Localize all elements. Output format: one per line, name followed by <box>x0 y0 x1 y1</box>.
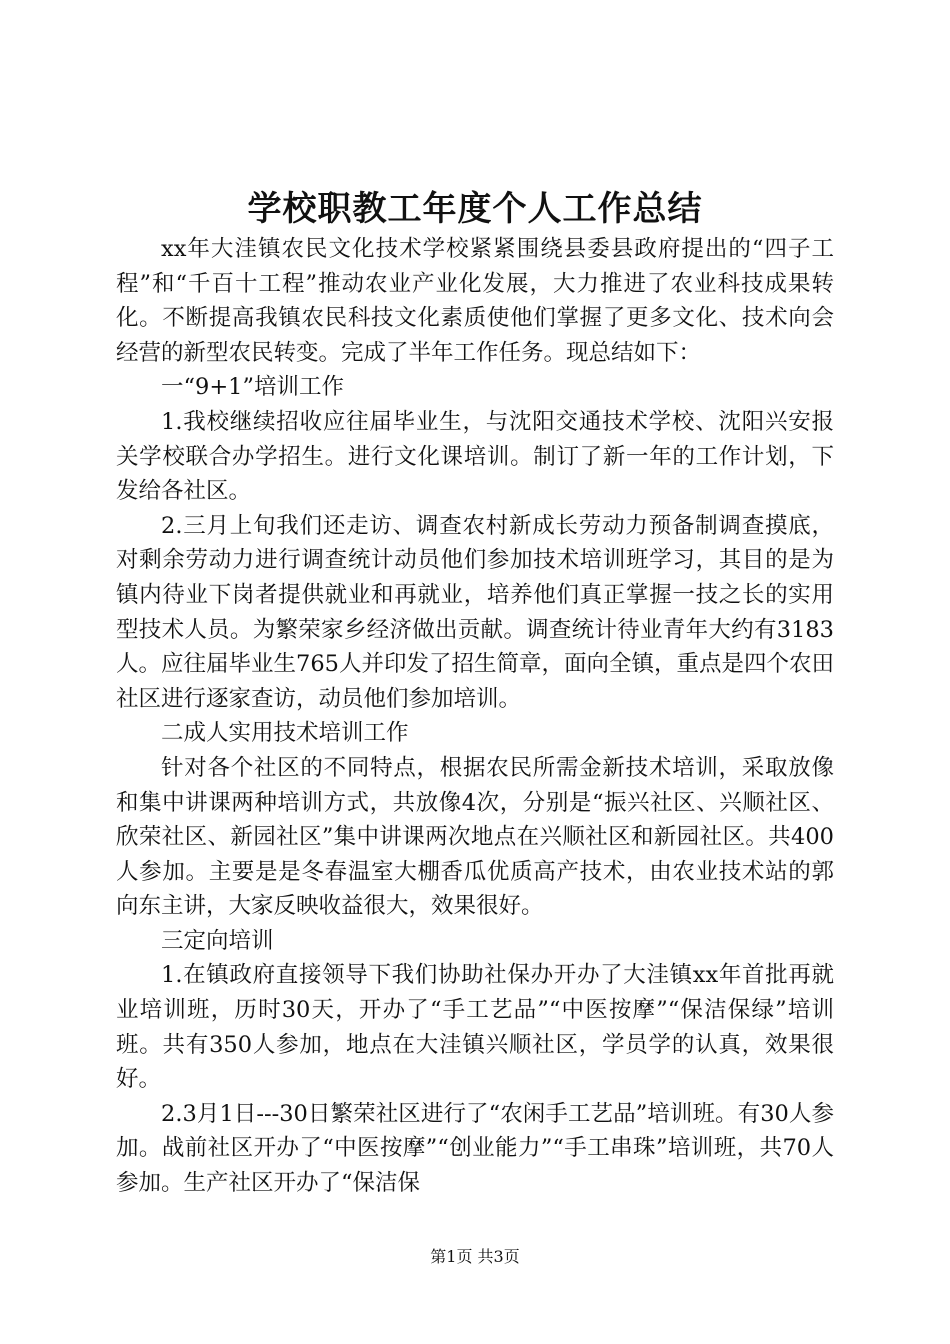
section-heading-2: 二成人实用技术培训工作 <box>161 720 409 747</box>
paragraph-intro: xx年大洼镇农民文化技术学校紧紧围绕县委县政府提出的“四子工程”和“千百十工程”推动农业产业化发展，大力推进了农业科技成果转化。不断提高我镇农民科技文化素质使他们掌握了更多文化、技术向会经营的新型农民转变。完成了半年工作任务。现总结如下： <box>116 236 834 366</box>
document-title: 学校职教工年度个人工作总结 <box>247 189 703 229</box>
paragraph-1-1: 1.我校继续招收应往届毕业生，与沈阳交通技术学校、沈阳兴安报关学校联合办学招生。进行文化课培训。制订了新一年的工作计划，下发给各社区。 <box>116 408 834 505</box>
paragraph-1-2: 2.三月上旬我们还走访、调查农村新成长劳动力预备制调查摸底，对剩余劳动力进行调查统计动员他们参加技术培训班学习，其目的是为镇内待业下岗者提供就业和再就业，培养他们真正掌握一技之长的实用型技术人员。为繁荣家乡经济做出贡献。调查统计待业青年大约有3183人。应往届毕业生765人并印发了招生简章，面向全镇，重点是四个农田社区进行逐家查访，动员他们参加培训。 <box>116 512 834 712</box>
section-heading-3: 三定向培训 <box>161 927 274 954</box>
document-body <box>116 232 834 1201</box>
paragraph-3-2: 2.3月1日---30日繁荣社区进行了“农闲手工艺品”培训班。有30人参加。战前社区开办了“中医按摩”“创业能力”“手工串珠”培训班，共70人参加。生产社区开办了“保洁保 <box>116 1100 834 1197</box>
paragraph-3-1: 1.在镇政府直接领导下我们协助社保办开办了大洼镇xx年首批再就业培训班，历时30天，开办了“手工艺品”“中医按摩”“保洁保绿”培训班。共有350人参加，地点在大洼镇兴顺社区，学员学的认真，效果很好。 <box>116 962 834 1093</box>
paragraph-2: 针对各个社区的不同特点，根据农民所需金新技术培训，采取放像和集中讲课两种培训方式，共放像4次，分别是“振兴社区、兴顺社区、欣荣社区、新园社区”集中讲课两次地点在兴顺社区和新园社区。共400人参加。主要是是冬春温室大棚香瓜优质高产技术，由农业技术站的郭向东主讲，大家反映收益很大，效果很好。 <box>116 754 834 920</box>
page-number-footer: 第1页 共3页 <box>430 1247 520 1266</box>
section-heading-1: 一“9+1”培训工作 <box>161 374 344 401</box>
